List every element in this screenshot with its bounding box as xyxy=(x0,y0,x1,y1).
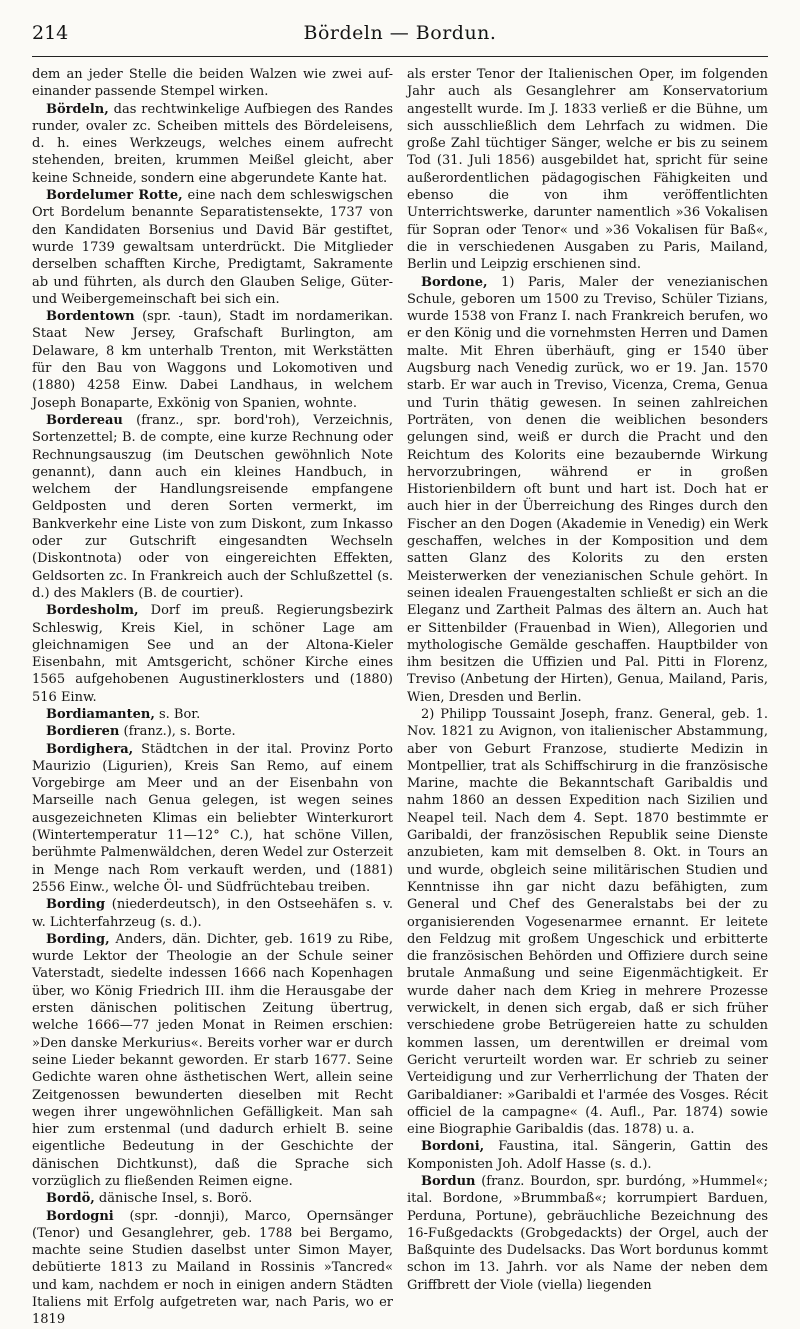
entry xyxy=(32,896,393,931)
running-title: Bördeln — Bordun. xyxy=(303,22,497,44)
entry xyxy=(32,412,393,602)
entry-text: dem an jeder Stelle die beiden Walzen wie zwei auf- einander passende Stempel wirken. xyxy=(32,67,393,100)
entry xyxy=(32,602,393,706)
entry xyxy=(407,706,768,1138)
entry-headword: Bordighera, xyxy=(46,741,134,757)
entry-text: als erster Tenor der Italienischen Oper, im folgenden Jahr auch als Gesanglehrer am Konservatorium angestellt wurde. Im J. 1833 verließ er die Bühne, um sich ausschließlich dem Lehrfach zu widmen. Die große Zahl tüchtiger Sänger, welche er bis zu seinem Tod (31. Juli 1856) ausgebildet hat, spricht für seine außerordentlichen pädagogischen Fähigkeiten und ebenso die von ihm veröffentlichten Unterrichtswerke, darunter namentlich »36 Vokalisen für Sopran oder Tenor« und »36 Vokalisen für Baß«, die in verschiedenen Ausgaben zu Paris, Mailand, Berlin und Leipzig erschienen sind. xyxy=(407,67,768,273)
entry xyxy=(32,931,393,1190)
entry xyxy=(32,101,393,187)
entry-text: (franz. Bourdon, spr. burdóng, »Hummel«; ital. Bordone, »Brummbaß«; korrumpiert Barduen, Perduna, Portune), gebräuchliche Bezeichnung des 16-Fußgedackts (Grobgedackts) der Orgel, auch der Baßquinte des Dudelsacks. Das Wort bordunus kommt schon im 13. Jahrh. vor als Name der neben dem Griffbrett der Viole (viella) liegenden xyxy=(407,1174,768,1293)
entry xyxy=(32,1190,393,1207)
entry-text: 1) Paris, Maler der venezianischen Schule, geboren um 1500 zu Treviso, Schüler Tizians, wurde 1538 von Franz I. nach Frankreich berufen, wo er den König und die vornehmsten Herren und Damen malte. Mit Ehren überhäuft, ging er 1540 über Augsburg nach Venedig zurück, wo er 19. Jan. 1570 starb. Er war auch in Treviso, Vicenza, Crema, Genua und Turin thätig gewesen. In seinen zahlreichen Porträten, von denen die weiblichen besonders gelungen sind, weiß er durch die Pracht und den Reichtum des Kolorits eine bezaubernde Wirkung hervorzubringen, während er in großen Historienbildern oft bunt und hart ist. Doch hat er auch hier in der Überreichung des Ringes durch den Fischer an den Dogen (Akademie in Venedig) ein Werk geschaffen, welches in der Komposition und dem satten Glanz des Kolorits zu den ersten Meisterwerken der venezianischen Schule gehört. In seinen idealen Frauengestalten schließt er sich an die Eleganz und Zartheit Palmas des ältern an. Auch hat er Sittenbilder (Frauenbad in Wien), Allegorien und mythologische Gemälde geschaffen. Hauptbilder von ihm besitzen die Uffizien und Pal. Pitti in Florenz, Treviso (Anbetung der Hirten), Genua, Mailand, Paris, Wien, Dresden und Berlin. xyxy=(407,274,768,705)
entry-headword: Bordesholm, xyxy=(46,603,139,619)
entry xyxy=(407,274,768,706)
entry xyxy=(407,66,768,274)
entry-headword: Bordone, xyxy=(421,274,488,290)
entry xyxy=(32,741,393,897)
left-column xyxy=(32,66,393,1328)
entry-headword: Bordiamanten, xyxy=(46,706,155,722)
entry-text: (spr. -donnji), Marco, Opernsänger (Tenor) und Gesanglehrer, geb. 1788 bei Bergamo, machte seine Studien daselbst unter Simon Mayer, debütierte 1813 zu Mailand in Rossinis »Tancred« und kam, nachdem er noch in einigen andern Städten Italiens mit Erfolg aufgetreten war, nach Paris, wo er 1819 xyxy=(32,1208,393,1328)
entry-headword: Bördeln, xyxy=(46,101,109,117)
entry xyxy=(32,187,393,308)
entry xyxy=(32,308,393,412)
entry-text: (spr. -taun), Stadt im nordamerikan. Staat New Jersey, Grafschaft Burlington, am Delaware, 8 km unterhalb Trenton, mit Werkstätten für den Bau von Waggons und Lokomotiven und (1880) 4258 Einw. Dabei Landhaus, in welchem Joseph Bonaparte, Exkönig von Spanien, wohnte. xyxy=(32,309,393,411)
entry-text: Dorf im preuß. Regierungsbezirk Schleswig, Kreis Kiel, in schöner Lage am gleichnamigen See und an der Altona-Kieler Eisenbahn, mit Amtsgericht, schöner Kirche eines 1565 aufgehobenen Augustinerklosters und (1880) 516 Einw. xyxy=(32,603,393,705)
entry-text: (franz.), s. Borte. xyxy=(119,724,236,740)
entry-headword: Bordentown xyxy=(46,309,135,325)
entry xyxy=(32,66,393,101)
entry xyxy=(407,1173,768,1294)
entry-headword: Bordieren xyxy=(46,724,120,740)
entry-text: eine nach dem schleswigschen Ort Bordelum benannte Separatistensekte, 1737 von den Kandidaten Borsenius und David Bär gestiftet, wurde 1739 gewaltsam unterdrückt. Die Mitglieder derselben schafften Kirche, Predigtamt, Sakramente ab und führten, als durch den Glauben Selige, Güter- und Weibergemeinschaft bei sich ein. xyxy=(32,188,393,307)
entry-text: Anders, dän. Dichter, geb. 1619 zu Ribe, wurde Lektor der Theologie an der Schule seiner Vaterstadt, siedelte indessen 1666 nach Kopenhagen über, wo König Friedrich III. ihm die Herausgabe der ersten dänischen politischen Zeitung übertrug, welche 1666—77 jeden Monat in Reimen erschien: »Den danske Merkurius«. Bereits vorher war er durch seine Lieder bekannt geworden. Er starb 1677. Seine Gedichte waren ohne ästhetischen Wert, allein seine Zeitgenossen bewunderten dieselben mit Recht wegen ihrer ungewöhnlichen Gefälligkeit. Man sah hier zum erstenmal (und dadurch erhielt B. seine eigentliche Bedeutung in der Geschichte der dänischen Dichtkunst), daß die Sprache sich vorzüglich zu fließenden Reimen eigne. xyxy=(32,931,393,1189)
entry-headword: Bordogni xyxy=(46,1208,114,1224)
entry-headword: Bording xyxy=(46,897,106,913)
entry xyxy=(32,1208,393,1329)
entry xyxy=(407,1138,768,1173)
entry-text: dänische Insel, s. Borö. xyxy=(94,1191,253,1207)
entry-text: (niederdeutsch), in den Ostseehäfen s. v. w. Lichterfahrzeug (s. d.). xyxy=(32,897,393,930)
entry-headword: Bording, xyxy=(46,931,110,947)
entry-text: das rechtwinkelige Aufbiegen des Randes runder, ovaler zc. Scheiben mittels des Bördeleisens, d. h. eines Werkzeugs, welches einem aufrecht stehenden, breiten, krummen Meißel gleicht, aber keine Schneide, sondern eine abgerundete Kante hat. xyxy=(32,101,393,186)
page-number: 214 xyxy=(32,22,69,44)
entry xyxy=(32,723,393,740)
entry-text: (franz., spr. bord'roh), Verzeichnis, Sortenzettel; B. de compte, eine kurze Rechnung oder Rechnungsauszug (im Deutschen gewöhnlich Note genannt), dann auch ein kleines Handbuch, in welchem der Handlungsreisende empfangene Geldposten und deren Sorten vermerkt, im Bankverkehr eine Liste von zum Diskont, zum Inkasso oder zur Gutschrift eingesandten Wechseln (Diskontnota) oder von eingereichten Effekten, Geldsorten zc. In Frankreich auch der Schlußzettel (s. d.) des Maklers (B. de courtier). xyxy=(32,412,393,601)
page-header xyxy=(32,22,768,57)
entry-headword: Bordelumer Rotte, xyxy=(46,188,183,204)
text-columns xyxy=(32,66,768,1328)
right-column xyxy=(407,66,768,1293)
entry-text: s. Bor. xyxy=(154,706,201,722)
entry xyxy=(32,706,393,723)
entry-text: Städtchen in der ital. Provinz Porto Maurizio (Ligurien), Kreis San Remo, auf einem Vorgebirge am Meer und an der Eisenbahn von Marseille nach Genua gelegen, ist wegen seines ausgezeichneten Klimas ein beliebter Winterkurort (Wintertemperatur 11—12° C.), hat schöne Villen, berühmte Palmenwäldchen, deren Wedel zur Osterzeit in Menge nach Rom verkauft werden, und (1881) 2556 Einw., welche Öl- und Südfrüchtebau treiben. xyxy=(32,741,393,895)
entry-text: 2) Philipp Toussaint Joseph, franz. General, geb. 1. Nov. 1821 zu Avignon, von italienischer Abstammung, aber von Geburt Franzose, studierte Medizin in Montpellier, trat als Schiffschirurg in die französische Marine, machte die Bekanntschaft Garibaldis und nahm 1860 an dessen Expedition nach Sizilien und Neapel teil. Nach dem 4. Sept. 1870 bestimmte er Garibaldi, der französischen Republik seine Dienste anzubieten, kam mit demselben 8. Okt. in Tours an und wurde, obgleich seine militärischen Studien und Kenntnisse ihn gar nicht dazu befähigten, zum General und Chef des Generalstabs bei der zu organisierenden Vogesenarmee ernannt. Er leitete den Feldzug mit großem Ungeschick und erbitterte die französischen Behörden und Offiziere durch seine brutale Anmaßung und seine Eigenmächtigkeit. Er wurde daher nach dem Krieg in mehrere Prozesse verwickelt, in denen sich ergab, daß er sich früher verschiedene grobe Betrügereien hatte zu schulden kommen lassen, um derentwillen er dreimal vom Gericht verurteilt worden war. Er schrieb zu seiner Verteidigung und zur Verherrlichung der Thaten der Garibaldianer: »Garibaldi et l'armée des Vosges. Récit officiel de la campagne« (4. Aufl., Par. 1874) sowie eine Biographie Garibaldis (das. 1878) u. a. xyxy=(407,706,768,1138)
entry-headword: Bordoni, xyxy=(421,1139,485,1155)
entry-headword: Bordun xyxy=(421,1174,476,1189)
entry-headword: Bordö, xyxy=(46,1191,95,1207)
entry-text: Faustina, ital. Sängerin, Gattin des Komponisten Joh. Adolf Hasse (s. d.). xyxy=(407,1139,768,1172)
entry-headword: Bordereau xyxy=(46,412,123,428)
